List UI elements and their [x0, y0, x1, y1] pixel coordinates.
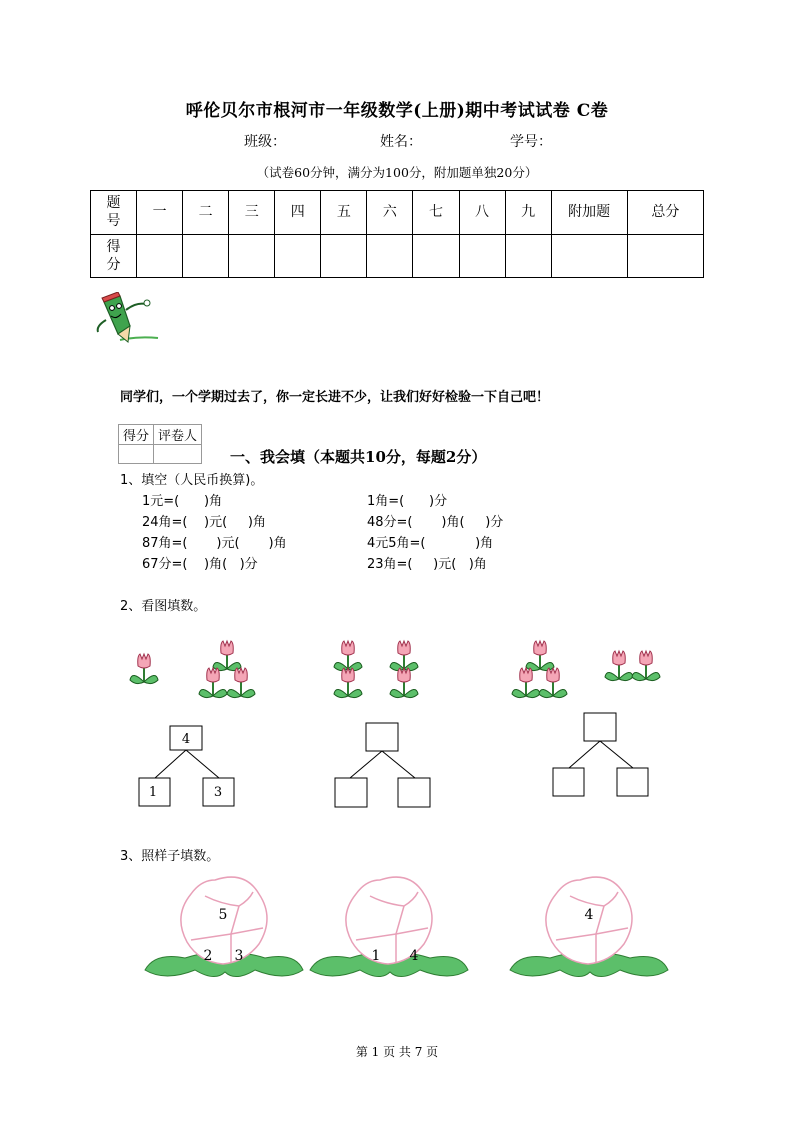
q1-right-line: 4元5角=( )角	[367, 536, 494, 551]
q1-right-line: 1角=( )分	[367, 494, 448, 509]
peach1-top: 5	[218, 907, 228, 923]
column-header: 一	[137, 191, 183, 235]
tree2-left-box[interactable]	[335, 778, 367, 807]
score-cell[interactable]	[505, 234, 551, 278]
column-header: 四	[275, 191, 321, 235]
intro-text: 同学们，一个学期过去了，你一定长进不少，让我们好好检验一下自己吧！	[120, 390, 550, 405]
section-title: 一、我会填（本题共10分，每题2分）	[230, 448, 487, 466]
tulip-icon	[334, 668, 362, 698]
score-cell[interactable]	[137, 234, 183, 278]
q1-left-line: 24角=( )元( )角	[142, 515, 266, 530]
question-3-title: 3、照样子填数。	[120, 849, 220, 864]
grader-reviewer-label: 评卷人	[154, 425, 202, 445]
tree1-top-value: 4	[181, 732, 191, 747]
tulip-icon	[213, 641, 241, 671]
q1-right-line: 48分=( )角( )分	[367, 515, 504, 530]
tree2-top-box[interactable]	[366, 723, 398, 751]
column-header: 三	[229, 191, 275, 235]
q1-right-line: 23角=( )元( )角	[367, 557, 487, 572]
peach3-top: 4	[584, 907, 594, 923]
grader-score-label: 得分	[119, 425, 154, 445]
score-cell[interactable]	[459, 234, 505, 278]
tree1-left-value: 1	[148, 785, 158, 800]
row-label-question: 题号	[91, 191, 137, 235]
id-label: 学号：	[510, 134, 552, 150]
tulip-icon	[130, 654, 158, 684]
grader-reviewer-cell[interactable]	[154, 445, 202, 464]
tree3-right-box[interactable]	[617, 768, 648, 796]
column-header: 七	[413, 191, 459, 235]
column-header: 六	[367, 191, 413, 235]
score-cell[interactable]	[275, 234, 321, 278]
q2-figure	[0, 630, 794, 820]
peach2-left: 1	[371, 948, 381, 964]
score-cell[interactable]	[551, 234, 627, 278]
tulip-icon	[539, 668, 567, 698]
q1-left-line: 1元=( )角	[142, 494, 223, 509]
q3-figure	[0, 870, 794, 1000]
peach-icon	[510, 877, 668, 976]
score-table	[90, 190, 704, 278]
tulip-icon	[227, 668, 255, 698]
score-cell[interactable]	[367, 234, 413, 278]
tulip-icon	[334, 641, 362, 671]
tree1-right-value: 3	[213, 785, 223, 800]
column-header: 二	[183, 191, 229, 235]
column-header: 八	[459, 191, 505, 235]
score-cell[interactable]	[413, 234, 459, 278]
tulip-icon	[390, 668, 418, 698]
column-header: 五	[321, 191, 367, 235]
pencil-mascot-icon	[90, 292, 162, 354]
column-header: 九	[505, 191, 551, 235]
row-label-score: 得分	[91, 234, 137, 278]
column-header: 附加题	[551, 191, 627, 235]
score-cell[interactable]	[183, 234, 229, 278]
peach1-right: 3	[234, 948, 244, 964]
question-1-title: 1、填空（人民币换算)。	[120, 473, 264, 488]
peach2-right: 4	[409, 948, 419, 964]
score-cell[interactable]	[627, 234, 703, 278]
peach1-left: 2	[203, 948, 213, 964]
tree3-top-box[interactable]	[584, 713, 616, 741]
q1-left-line: 67分=( )角( )分	[142, 557, 258, 572]
score-cell[interactable]	[229, 234, 275, 278]
q1-left-line: 87角=( )元( )角	[142, 536, 287, 551]
exam-note: （试卷60分钟，满分为100分，附加题单独20分）	[256, 165, 538, 180]
tulip-icon	[526, 641, 554, 671]
tulip-icon	[199, 668, 227, 698]
grader-table	[118, 424, 202, 464]
page-title: 呼伦贝尔市根河市一年级数学(上册)期中考试试卷 C卷	[185, 101, 609, 121]
class-label: 班级：	[244, 134, 286, 150]
peach-icon	[310, 877, 468, 976]
name-label: 姓名：	[380, 134, 422, 150]
page-footer: 第 1 页 共 7 页	[355, 1045, 439, 1059]
peach-icon	[145, 877, 303, 976]
tulip-icon	[390, 641, 418, 671]
score-cell[interactable]	[321, 234, 367, 278]
tree3-left-box[interactable]	[553, 768, 584, 796]
tulip-icon	[605, 651, 633, 681]
grader-score-cell[interactable]	[119, 445, 154, 464]
tree2-right-box[interactable]	[398, 778, 430, 807]
tulip-icon	[512, 668, 540, 698]
tulip-icon	[632, 651, 660, 681]
column-header: 总分	[627, 191, 703, 235]
question-2-title: 2、看图填数。	[120, 599, 207, 614]
